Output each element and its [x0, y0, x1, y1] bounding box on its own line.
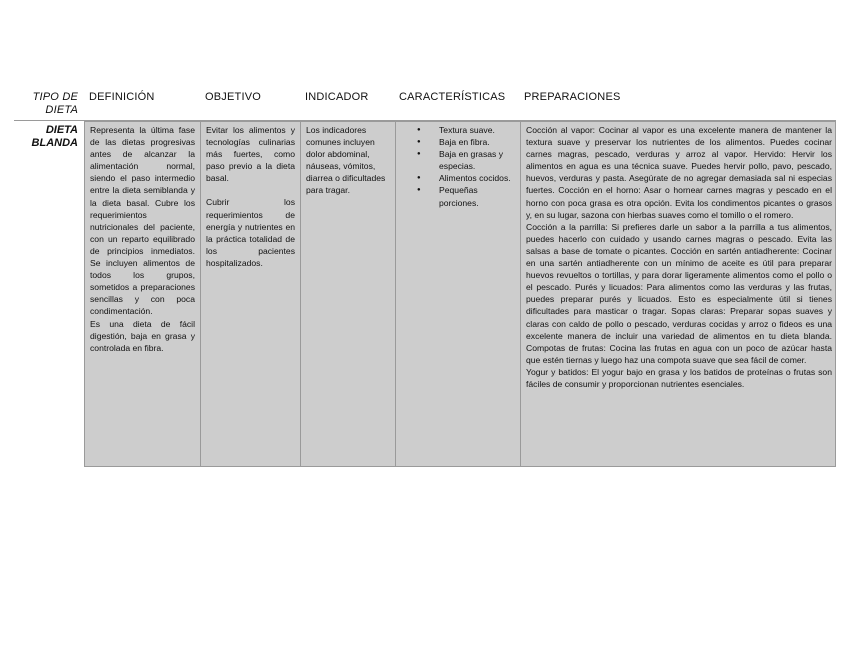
- list-item: ● Baja en fibra.: [439, 136, 515, 148]
- cell-objetivo: [200, 122, 300, 466]
- definicion-paragraph-1: Representa la última fase de las dietas progresivas antes de alcanzar la alimentación normal, siendo el paso intermedio entre la dieta semiblanda y la dieta basal. Cubre los requerimientos nutricionales del paciente, con un reparto equilibrado de principios inmediatos. Se incluyen alimentos de todos los grupos, sometidos a preparaciones sencillas y con poca condimentación.: [90, 125, 195, 317]
- list-item: ● Pequeñas porciones.: [439, 184, 515, 208]
- objetivo-paragraph-1: Evitar los alimentos y tecnologías culinarias más fuertes, como paso previo a la dieta basal.: [206, 125, 295, 184]
- header-indicador: INDICADOR: [305, 91, 369, 103]
- cell-indicador: [300, 122, 395, 466]
- indicador-text: Los indicadores comunes incluyen dolor abdominal, náuseas, vómitos, diarrea o dificultades para tragar.: [306, 125, 386, 196]
- list-item: ● Alimentos cocidos.: [439, 172, 515, 184]
- definicion-paragraph-2: Es una dieta de fácil digestión, baja en grasa y controlada en fibra.: [90, 318, 195, 353]
- cell-preparaciones: [520, 122, 837, 466]
- header-objetivo: OBJETIVO: [205, 91, 261, 103]
- preparaciones-paragraph-1: Cocción al vapor: Cocinar al vapor es una excelente manera de mantener la textura suave y preservar los nutrientes de los alimentos. Puedes cocinar carnes magras, pescado, verduras y arroz al vapor. Hervido: Hervir los alimentos en agua es una técnica suave. Puedes hervir pollo, pavo, pescado, huevos, verduras y pasta. Asegúrate de no agregar demasiada sal ni especias fuertes. Cocción en el horno: Asar o hornear carnes magras y pescado en el horno con poca grasa es otra opción. Evita los condimentos picantes o grasos y, en su lugar, sazona con hierbas suaves como el tomillo o el romero.: [526, 125, 832, 220]
- caracteristicas-list: [401, 124, 515, 209]
- diet-table: [84, 121, 836, 467]
- header-definicion: DEFINICIÓN: [89, 91, 155, 103]
- row-label-dieta-blanda: DIETA BLANDA: [31, 124, 78, 149]
- cell-definicion: [85, 122, 200, 466]
- header-preparaciones: PREPARACIONES: [524, 91, 621, 103]
- cell-caracteristicas: [395, 122, 520, 466]
- list-item: ● Baja en grasas y especias.: [439, 148, 515, 172]
- header-caracteristicas: CARACTERÍSTICAS: [399, 91, 506, 103]
- header-tipo-de-dieta: TIPO DE DIETA: [32, 91, 78, 116]
- preparaciones-paragraph-3: Yogur y batidos: El yogur bajo en grasa y los batidos de proteínas o frutas son fáciles de consumir y proporcionan nutrientes esenciales.: [526, 366, 832, 389]
- list-item: ● Textura suave.: [439, 124, 515, 136]
- objetivo-paragraph-2: Cubrir los requerimientos de energía y nutrientes en la práctica totalidad de los pacientes hospitalizados.: [206, 197, 295, 268]
- preparaciones-paragraph-2: Cocción a la parrilla: Si prefieres darle un sabor a la parrilla a tus alimentos, puedes hacerlo con cuidado y usando carnes magras o pescado. Evita las salsas a base de tomate o picantes. Cocción en sartén antiadherente: Cocinar en una sartén antiadherente con un mínimo de aceite es útil para preparar huevos revueltos o tortillas, y para dorar ligeramente alimentos como el pollo o el pescado. Purés y licuados: Para alimentos como las verduras y las frutas, puedes preparar purés y licuados. Esto es especialmente útil si tienes dificultades para masticar o tragar. Sopas claras: Preparar sopas suaves y claras con caldo de pollo o pescado, verduras cocidas y arroz o fideos es una excelente manera de incluir una variedad de alimentos en tu dieta blanda. Compotas de frutas: Cocina las frutas en agua con un poco de azúcar hasta que estén tiernas y luego haz una compota suave que sea fácil de comer.: [526, 221, 832, 365]
